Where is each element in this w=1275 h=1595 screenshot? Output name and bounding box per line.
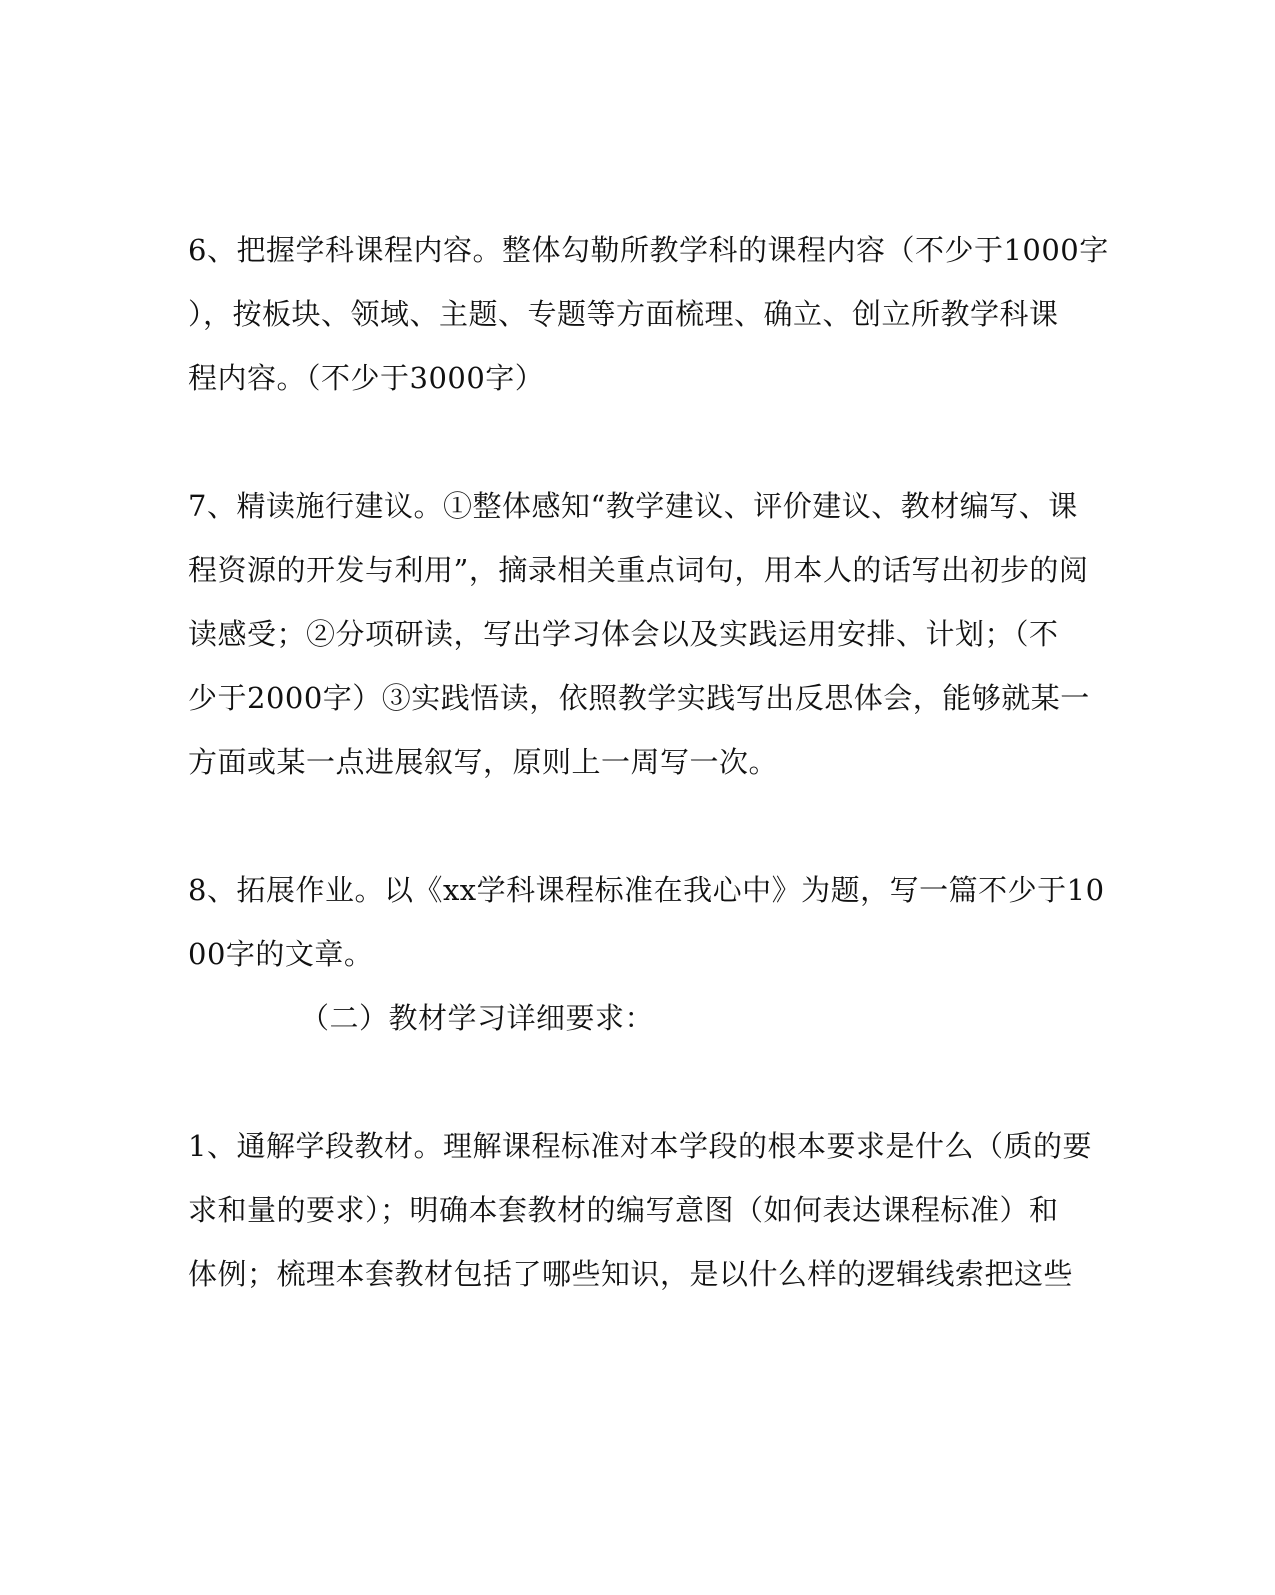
text-line: 8、拓展作业。以《xx学科课程标准在我心中》为题，写一篇不少于10 [188,873,1105,907]
text-line: 读感受；②分项研读，写出学习体会以及实践运用安排、计划；（不 [188,617,1059,651]
text-line: 00字的文章。 [188,937,374,971]
text-line: 少于2000字）③实践悟读，依照教学实践写出反思体会，能够就某一 [188,681,1090,715]
text-line: 求和量的要求）；明确本套教材的编写意图（如何表达课程标准）和 [188,1193,1059,1227]
text-line: 7、精读施行建议。①整体感知“教学建议、评价建议、教材编写、课 [188,489,1078,523]
text-line: 体例；梳理本套教材包括了哪些知识，是以什么样的逻辑线索把这些 [188,1257,1074,1291]
text-line: 程内容。（不少于3000字） [188,361,545,395]
text-line: ），按板块、领域、主题、专题等方面梳理、确立、创立所教学科课 [188,297,1059,331]
text-line: 程资源的开发与利用”，摘录相关重点词句，用本人的话写出初步的阅 [188,553,1089,587]
section-heading: （二）教材学习详细要求： [300,1001,655,1035]
text-line: 6、把握学科课程内容。整体勾勒所教学科的课程内容（不少于1000字 [188,233,1109,267]
text-line: 1、通解学段教材。理解课程标准对本学段的根本要求是什么（质的要 [188,1129,1092,1163]
text-line: 方面或某一点进展叙写，原则上一周写一次。 [188,745,779,779]
